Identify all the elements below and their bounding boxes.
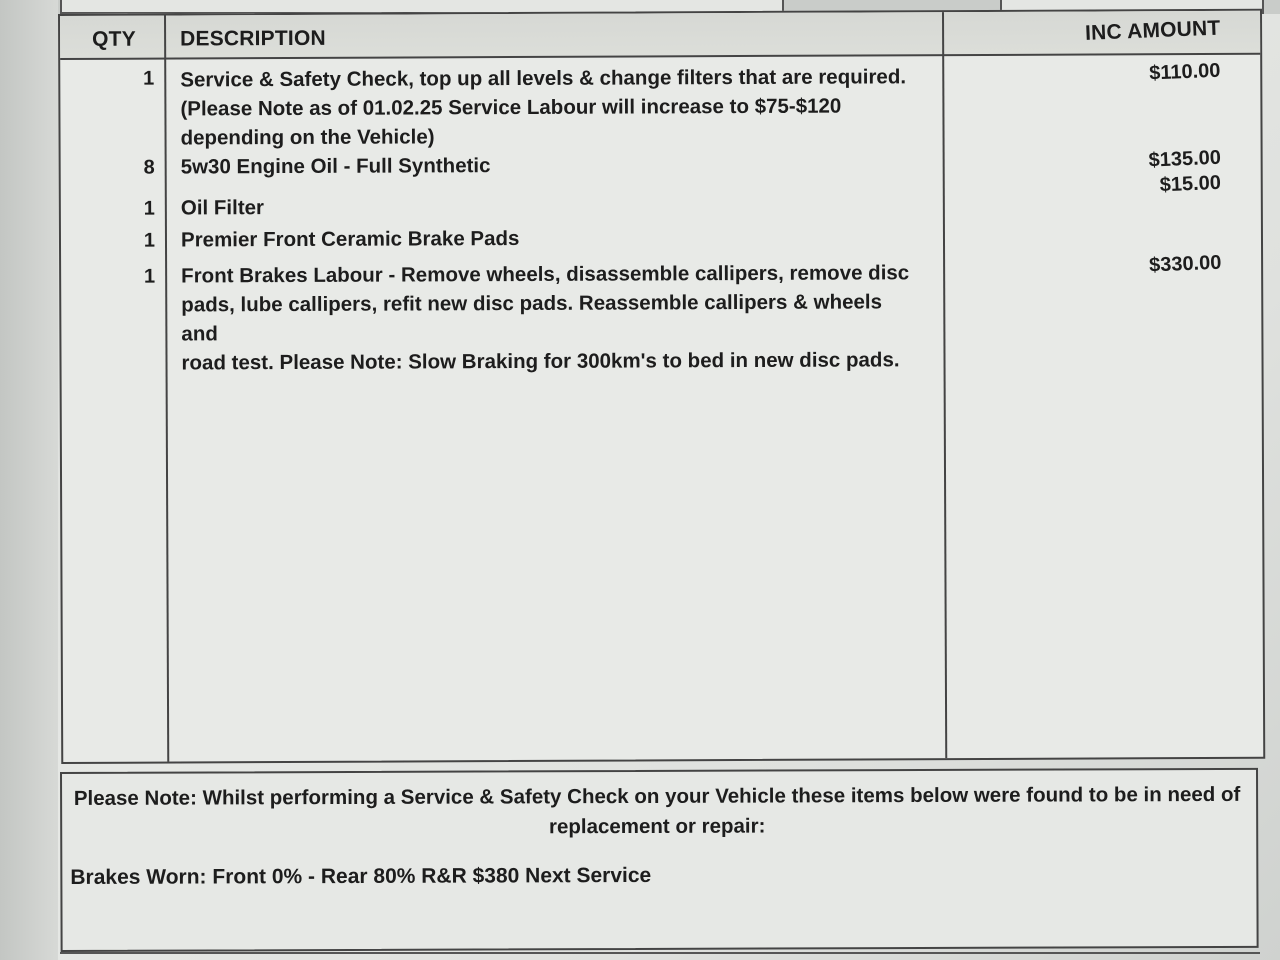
row-qty: 8: [143, 156, 155, 179]
paper-edge-shadow: [0, 0, 58, 960]
table-row: [61, 171, 1261, 220]
qty-column-divider: [164, 16, 169, 762]
qty-header: QTY: [92, 27, 136, 51]
row-description: Service & Safety Check, top up all levels & change filters that are required. (Please Note as of 01.02.25 Service Labour will increase to $75-$120 depending on the Vehicle): [180, 65, 907, 150]
table-row: [60, 59, 1260, 150]
service-note-item: Brakes Worn: Front 0% - Rear 80% R&R $380 Next Service: [70, 863, 652, 889]
invoice-items-table: [58, 9, 1265, 764]
service-note-box: [60, 768, 1259, 952]
bottom-border: [60, 952, 1260, 954]
row-amount: $135.00: [1147, 146, 1222, 172]
row-amount: $15.00: [1159, 171, 1222, 197]
table-header: [60, 11, 1260, 60]
row-qty: 1: [143, 229, 156, 252]
amount-column-divider: [942, 12, 947, 758]
row-description: Premier Front Ceramic Brake Pads: [180, 226, 520, 252]
service-note-text: Please Note: Whilst performing a Service & Safety Check on your Vehicle these items below were found to be in need of replacement or repair:: [73, 782, 1241, 839]
row-description: Front Brakes Labour - Remove wheels, disassemble callipers, remove disc pads, lube callipers, refit new disc pads. Reassemble callipers & wheels and road test. Please Note: Slow Braking for 300km's to bed in new disc pads.: [181, 261, 910, 375]
row-amount: $330.00: [1148, 251, 1222, 277]
row-qty: 1: [143, 197, 155, 220]
table-row: [61, 251, 1261, 375]
row-qty: 1: [143, 265, 156, 288]
amount-header: INC AMOUNT: [1084, 16, 1221, 45]
description-header: DESCRIPTION: [180, 26, 326, 51]
row-description: 5w30 Engine Oil - Full Synthetic: [180, 154, 491, 179]
row-description: Oil Filter: [180, 196, 265, 220]
row-qty: 1: [143, 67, 155, 90]
row-amount: $110.00: [1148, 59, 1221, 85]
